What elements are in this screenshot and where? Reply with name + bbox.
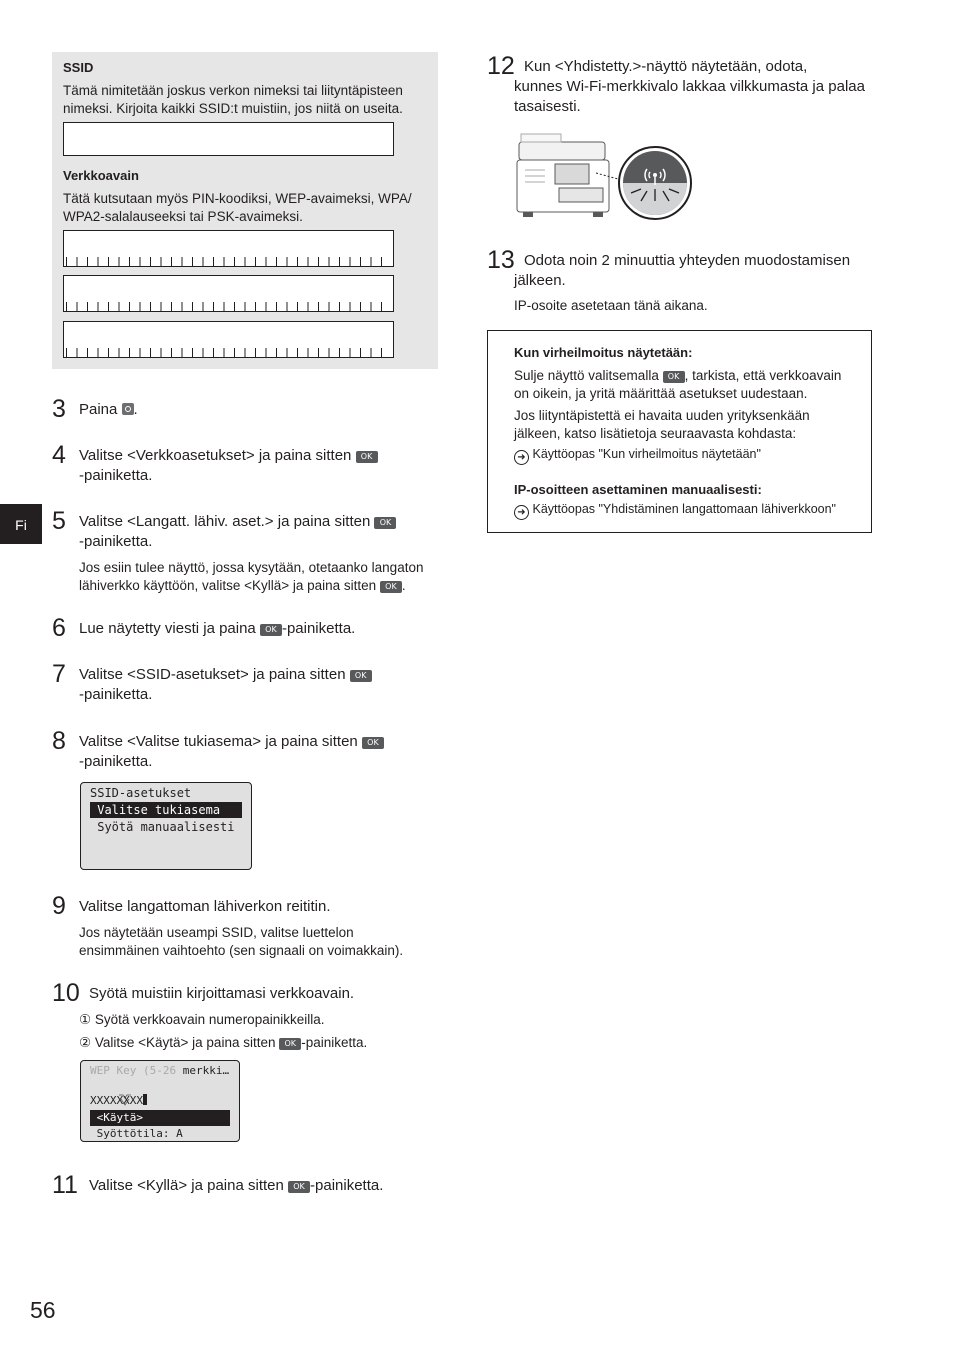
error-paragraph-1 (514, 367, 864, 403)
step-10-sub-2-post: -painiketta. (301, 1035, 368, 1050)
error-paragraph-2 (514, 407, 864, 443)
lcd-apply-selected: <Käytä> (90, 1110, 230, 1126)
ok-button-icon: OK (279, 1038, 301, 1050)
step-10-sub-1 (79, 1011, 324, 1029)
tick-marks (66, 348, 391, 357)
wifi-pointer-icon (90, 1077, 133, 1093)
step-10-sub-2 (79, 1034, 367, 1052)
step-5-note (79, 559, 439, 595)
error-p1-pre: Sulje näyttö valitsemalla (514, 368, 663, 383)
step-9-text: Valitse langattoman lähiverkon reititin. (79, 898, 331, 915)
step-5-pre: Valitse <Langatt. lähiv. aset.> ja paina sitten (79, 513, 375, 530)
step-11-number: 11 (52, 1171, 78, 1199)
network-key-field-2 (63, 275, 394, 312)
network-key-heading: Verkkoavain (63, 168, 139, 183)
ok-button-icon: OK (356, 451, 378, 463)
reference-link-1[interactable] (514, 447, 761, 465)
step-6-post: -painiketta. (281, 620, 356, 637)
step-13-number: 13 (487, 246, 515, 274)
step-12-line2: kunnes Wi-Fi-merkkivalo lakkaa vilkkumasta ja palaa (514, 78, 865, 95)
lcd-menu-item: Syötä manuaalisesti (90, 820, 235, 834)
error-heading: Kun virheilmoitus näytetään: (514, 345, 693, 360)
step-8-pre: Valitse <Valitse tukiasema> ja paina sitten (79, 733, 362, 750)
ok-button-icon: OK (663, 371, 685, 383)
lcd-key-input-screen (80, 1060, 240, 1142)
step-5-text (79, 512, 429, 552)
step-9-note-line1: Jos näytetään useampi SSID, valitse luettelon (79, 925, 354, 940)
key-text-line-2: WPA2-salalauseeksi tai PSK-avaimeksi. (63, 209, 303, 224)
step-5-note-end: . (401, 578, 406, 593)
lcd-selected-item: Valitse tukiasema (90, 802, 242, 818)
ok-button-icon: OK (380, 581, 402, 593)
step-5-note-line1: Jos esiin tulee näyttö, jossa kysytään, otetaanko langaton (79, 560, 424, 575)
step-4-line2: -painiketta. (79, 467, 153, 484)
step-12-number: 12 (487, 52, 515, 80)
circled-number-1: ① (79, 1012, 92, 1027)
step-6-text (79, 619, 355, 639)
text-cursor (143, 1094, 147, 1105)
step-4-pre: Valitse <Verkkoasetukset> ja paina sitten (79, 447, 356, 464)
step-7-line2: -painiketta. (79, 686, 153, 703)
circled-number-2: ② (79, 1035, 92, 1050)
step-11-post: -painiketta. (310, 1177, 384, 1194)
step-5-number: 5 (52, 507, 66, 535)
step-3-text (79, 400, 138, 420)
step-4-number: 4 (52, 441, 66, 469)
step-8-line2: -painiketta. (79, 753, 153, 770)
reference-2-text: Käyttöopas "Yhdistäminen langattomaan lähiverkkoon" (532, 502, 836, 516)
step-3-pre: Paina (79, 401, 122, 418)
network-key-description (63, 190, 433, 226)
step-7-text (79, 665, 419, 705)
step-13-line2: jälkeen. (514, 272, 566, 289)
error-help-box (487, 330, 872, 533)
ssid-text-line-2: nimeksi. Kirjoita kaikki SSID:t muistiin, jos niitä on useita. (63, 101, 403, 116)
step-10-sub-1-text: Syötä verkkoavain numeropainikkeilla. (91, 1012, 325, 1027)
step-13-line1: Odota noin 2 minuuttia yhteyden muodostamisen (524, 252, 851, 269)
ok-button-icon: OK (288, 1181, 310, 1193)
step-10-sub-2-pre: Valitse <Käytä> ja paina sitten (91, 1035, 280, 1050)
step-13-text (514, 251, 884, 291)
ok-button-icon: OK (260, 624, 282, 636)
step-7-pre: Valitse <SSID-asetukset> ja paina sitten (79, 666, 350, 683)
error-p2-line2: jälkeen, katso lisätietoja seuraavasta kohdasta: (514, 426, 797, 441)
lcd-title: SSID-asetukset (90, 786, 192, 800)
arrow-right-icon: ➜ (514, 450, 529, 465)
step-11-pre: Valitse <Kyllä> ja paina sitten (89, 1177, 289, 1194)
step-8-text (79, 732, 429, 772)
ssid-heading: SSID (63, 60, 94, 75)
error-p1-post: , tarkista, että verkkoavain (684, 368, 842, 383)
dotted-connector (596, 168, 618, 178)
step-12-line3: tasaisesti. (514, 98, 581, 115)
ok-button-icon: OK (374, 517, 396, 529)
wifi-indicator-icon (617, 145, 693, 221)
step-10-number: 10 (52, 979, 80, 1007)
step-13-note: IP-osoite asetetaan tänä aikana. (514, 298, 708, 313)
lcd-key-title-tail: merkki… (176, 1064, 230, 1077)
network-key-field-1 (63, 230, 394, 267)
lcd-input-mode: Syöttötila: A (90, 1127, 183, 1140)
page-number: 56 (30, 1297, 56, 1323)
step-10-text: Syötä muistiin kirjoittamasi verkkoavain. (89, 985, 355, 1002)
menu-button-icon (122, 403, 134, 415)
error-p1-line2: on oikein, ja yritä määrittää asetukset uudestaan. (514, 386, 808, 401)
key-text-line-1: Tätä kutsutaan myös PIN-koodiksi, WEP-avaimeksi, WPA/ (63, 191, 412, 206)
lcd-ssid-settings-screen (80, 782, 252, 870)
step-3-post: . (133, 401, 138, 418)
step-7-number: 7 (52, 660, 66, 688)
step-12-line1: Kun <Yhdistetty.>-näyttö näytetään, odota, (524, 58, 808, 75)
step-5-line2: -painiketta. (79, 533, 153, 550)
error-p2-line1: Jos liityntäpistettä ei havaita uuden yrityksenkään (514, 408, 810, 423)
reference-1-text: Käyttöopas "Kun virheilmoitus näytetään" (532, 447, 761, 461)
lcd-key-masked: XXXXXXXX (90, 1094, 143, 1107)
tick-marks (66, 302, 391, 311)
ok-button-icon: OK (362, 737, 384, 749)
lcd-key-input-value (90, 1093, 147, 1109)
network-key-field-3 (63, 321, 394, 358)
ok-button-icon: OK (350, 670, 372, 682)
reference-link-2[interactable] (514, 502, 836, 520)
ssid-description (63, 82, 433, 118)
note-box (52, 52, 438, 369)
language-tab (0, 504, 42, 544)
language-tab-label: Fi (15, 517, 27, 533)
lcd-key-title-faded: WEP Key (5-26 (90, 1064, 177, 1077)
arrow-right-icon: ➜ (514, 505, 529, 520)
manual-ip-heading: IP-osoitteen asettaminen manuaalisesti: (514, 482, 762, 497)
step-11-text (89, 1176, 383, 1196)
step-12-text (514, 57, 884, 117)
step-9-note (79, 924, 439, 960)
step-4-text (79, 446, 419, 486)
step-3-number: 3 (52, 395, 66, 423)
step-8-number: 8 (52, 727, 66, 755)
step-9-number: 9 (52, 892, 66, 920)
step-9-note-line2: ensimmäinen vaihtoehto (sen signaali on voimakkain). (79, 943, 404, 958)
ssid-write-field (63, 122, 394, 156)
tick-marks (66, 257, 391, 266)
step-6-pre: Lue näytetty viesti ja paina (79, 620, 260, 637)
ssid-text-line-1: Tämä nimitetään joskus verkon nimeksi tai liityntäpisteen (63, 83, 403, 98)
step-5-note-line2: lähiverkko käyttöön, valitse <Kyllä> ja paina sitten (79, 578, 380, 593)
step-6-number: 6 (52, 614, 66, 642)
